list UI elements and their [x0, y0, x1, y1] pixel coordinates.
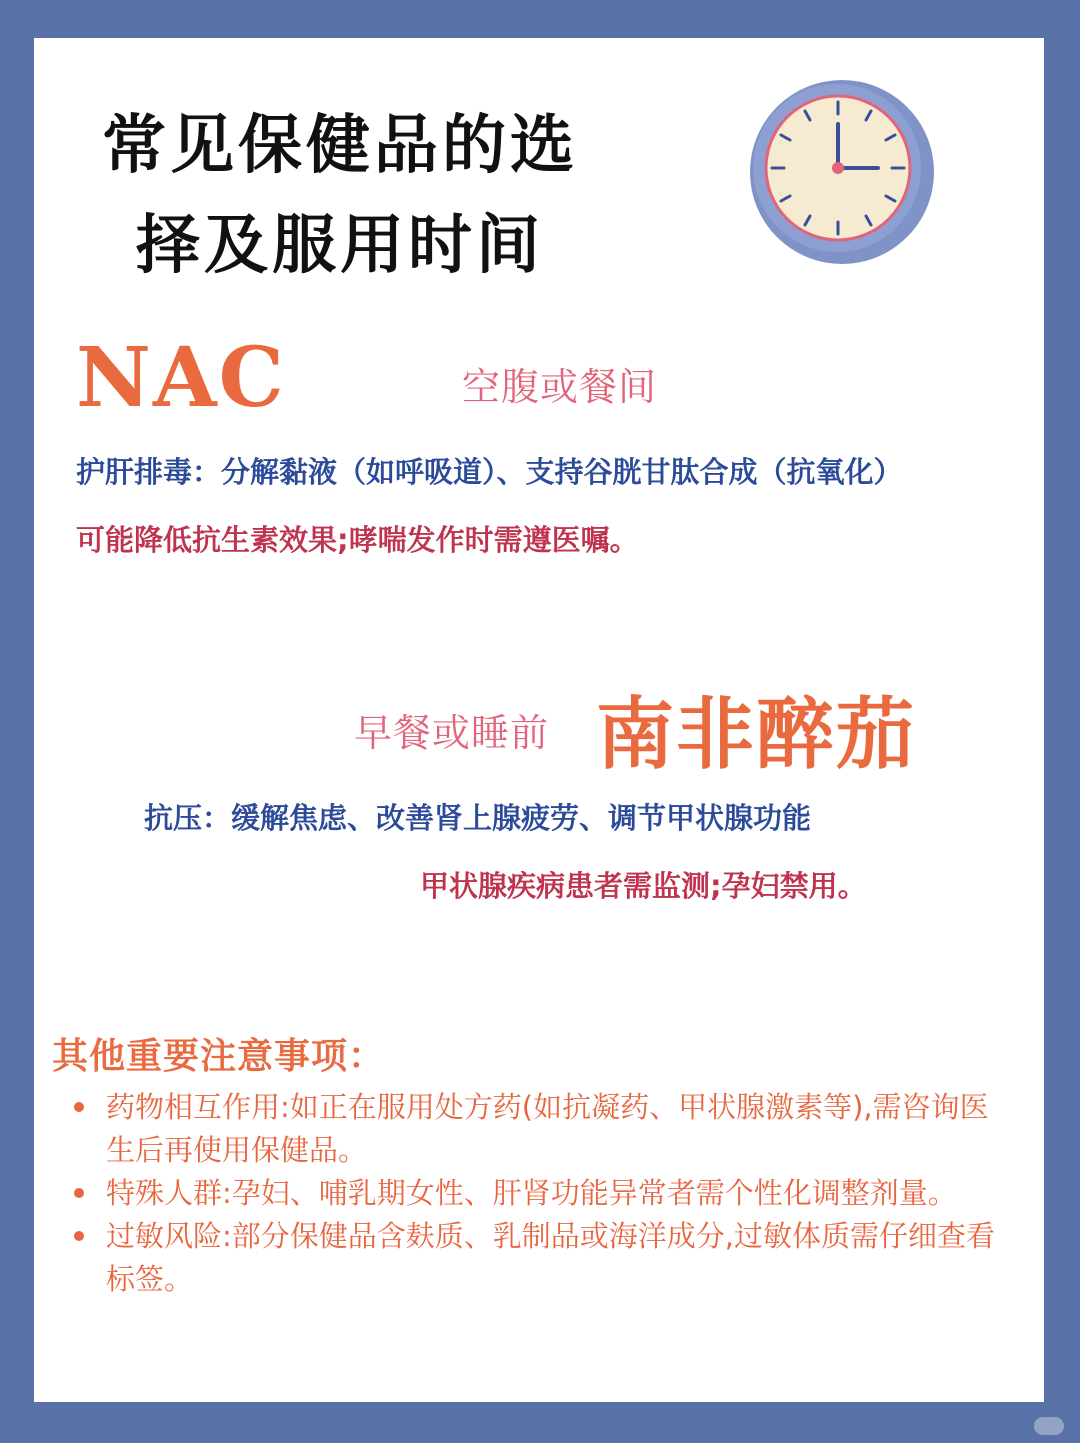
ashwagandha-warning: 甲状腺疾病患者需监测;孕妇禁用。	[420, 869, 867, 903]
bullet-icon	[74, 1188, 84, 1198]
watermark-badge	[1034, 1417, 1064, 1435]
note-text: 药物相互作用:如正在服用处方药(如抗凝药、甲状腺激素等),需咨询医生后再使用保健品。	[106, 1090, 989, 1167]
list-item	[74, 1086, 1014, 1172]
list-item	[74, 1172, 1014, 1215]
nac-warning: 可能降低抗生素效果;哮喘发作时需遵医嘱。	[76, 523, 639, 557]
notes-list	[74, 1086, 1014, 1301]
note-text: 特殊人群:孕妇、哺乳期女性、肝肾功能异常者需个性化调整剂量。	[106, 1176, 957, 1210]
ashwagandha-time: 早餐或睡前	[354, 711, 550, 755]
ashwagandha-benefit: 抗压：缓解焦虑、改善肾上腺疲劳、调节甲状腺功能	[144, 801, 812, 835]
nac-benefit: 护肝排毒：分解黏液（如呼吸道）、支持谷胱甘肽合成（抗氧化）	[76, 455, 903, 489]
notes-title: 其他重要注意事项：	[52, 1036, 386, 1077]
content-card	[34, 38, 1044, 1402]
page-title-line-2: 择及服用时间	[136, 209, 544, 283]
clock-icon	[740, 74, 940, 274]
bullet-icon	[74, 1231, 84, 1241]
page-title-line-1: 常见保健品的选	[102, 109, 578, 183]
nac-heading: NAC	[76, 330, 286, 426]
page-title	[102, 96, 662, 296]
ashwagandha-heading: 南非醉茄	[596, 690, 917, 780]
note-text: 过敏风险:部分保健品含麸质、乳制品或海洋成分,过敏体质需仔细查看标签。	[106, 1219, 995, 1296]
list-item	[74, 1215, 1014, 1301]
bullet-icon	[74, 1102, 84, 1112]
nac-time: 空腹或餐间	[462, 365, 658, 409]
